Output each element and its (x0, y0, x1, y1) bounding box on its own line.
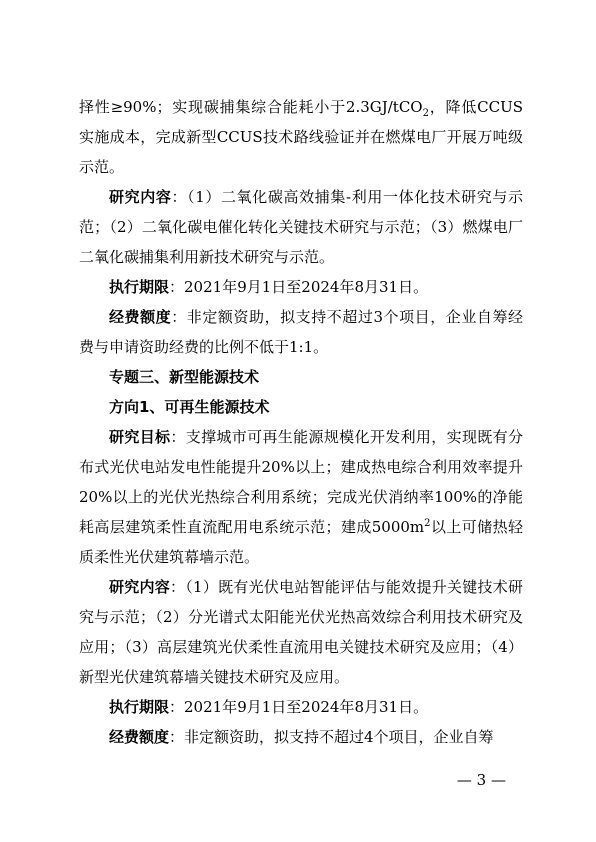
label: 执行期限 (109, 698, 170, 716)
paragraph-funding-2: 经费额度：非定额资助，拟支持不超过4个项目，企业自筹 (109, 728, 494, 746)
subsection-heading: 方向1、可再生能源技术 (109, 398, 270, 416)
paragraph-research-content: 研究内容：（1）二氧化碳高效捕集-利用一体化技术研究与示范；（2）二氧化碳电催化转化关键技术研究与示范；（3）燃煤电厂二氧化碳捕集利用新技术研究与示范。 (79, 188, 523, 266)
body-text (79, 92, 523, 752)
label: 研究目标 (109, 428, 171, 446)
paragraph-period-2: 执行期限：2021年9月1日至2024年8月31日。 (109, 698, 429, 716)
label: 经费额度 (109, 308, 172, 326)
section-heading: 专题三、新型能源技术 (109, 368, 260, 386)
paragraph-research-target: 研究目标：支撑城市可再生能源规模化开发利用，实现既有分布式光伏电站发电性能提升20%以上；建成热电综合利用效率提升20%以上的光伏光热综合利用系统；完成光伏消纳率100%的净能耗高层建筑柔性直流配用电系统示范；建成$5000m^2$以上可储热轻质柔性光伏建筑幕墙示范。 (79, 428, 523, 566)
paragraph-funding: 经费额度：非定额资助，拟支持不超过3个项目，企业自筹经费与申请资助经费的比例不低于1:1。 (79, 308, 523, 356)
paragraph-target-cont: 择性≥90%；实现碳捕集综合能耗小于2.3GJ/tCO$_2$，降低CCUS实施成本，完成新型CCUS技术路线验证并在燃煤电厂开展万吨级示范。 (79, 98, 523, 176)
page-number: — 3 — (456, 771, 506, 789)
label: 研究内容 (109, 188, 172, 206)
paragraph-period: 执行期限：2021年9月1日至2024年8月31日。 (109, 278, 429, 296)
paragraph-research-content-2: 研究内容：（1）既有光伏电站智能评估与能效提升关键技术研究与示范；（2）分光谱式太阳能光伏光热高效综合利用技术研究及应用；（3）高层建筑光伏柔性直流用电关键技术研究及应用；（4）新型光伏建筑幕墙关键技术研究及应用。 (79, 578, 523, 686)
label: 经费额度 (109, 728, 170, 746)
label: 研究内容 (109, 578, 171, 596)
label: 执行期限 (109, 278, 170, 296)
